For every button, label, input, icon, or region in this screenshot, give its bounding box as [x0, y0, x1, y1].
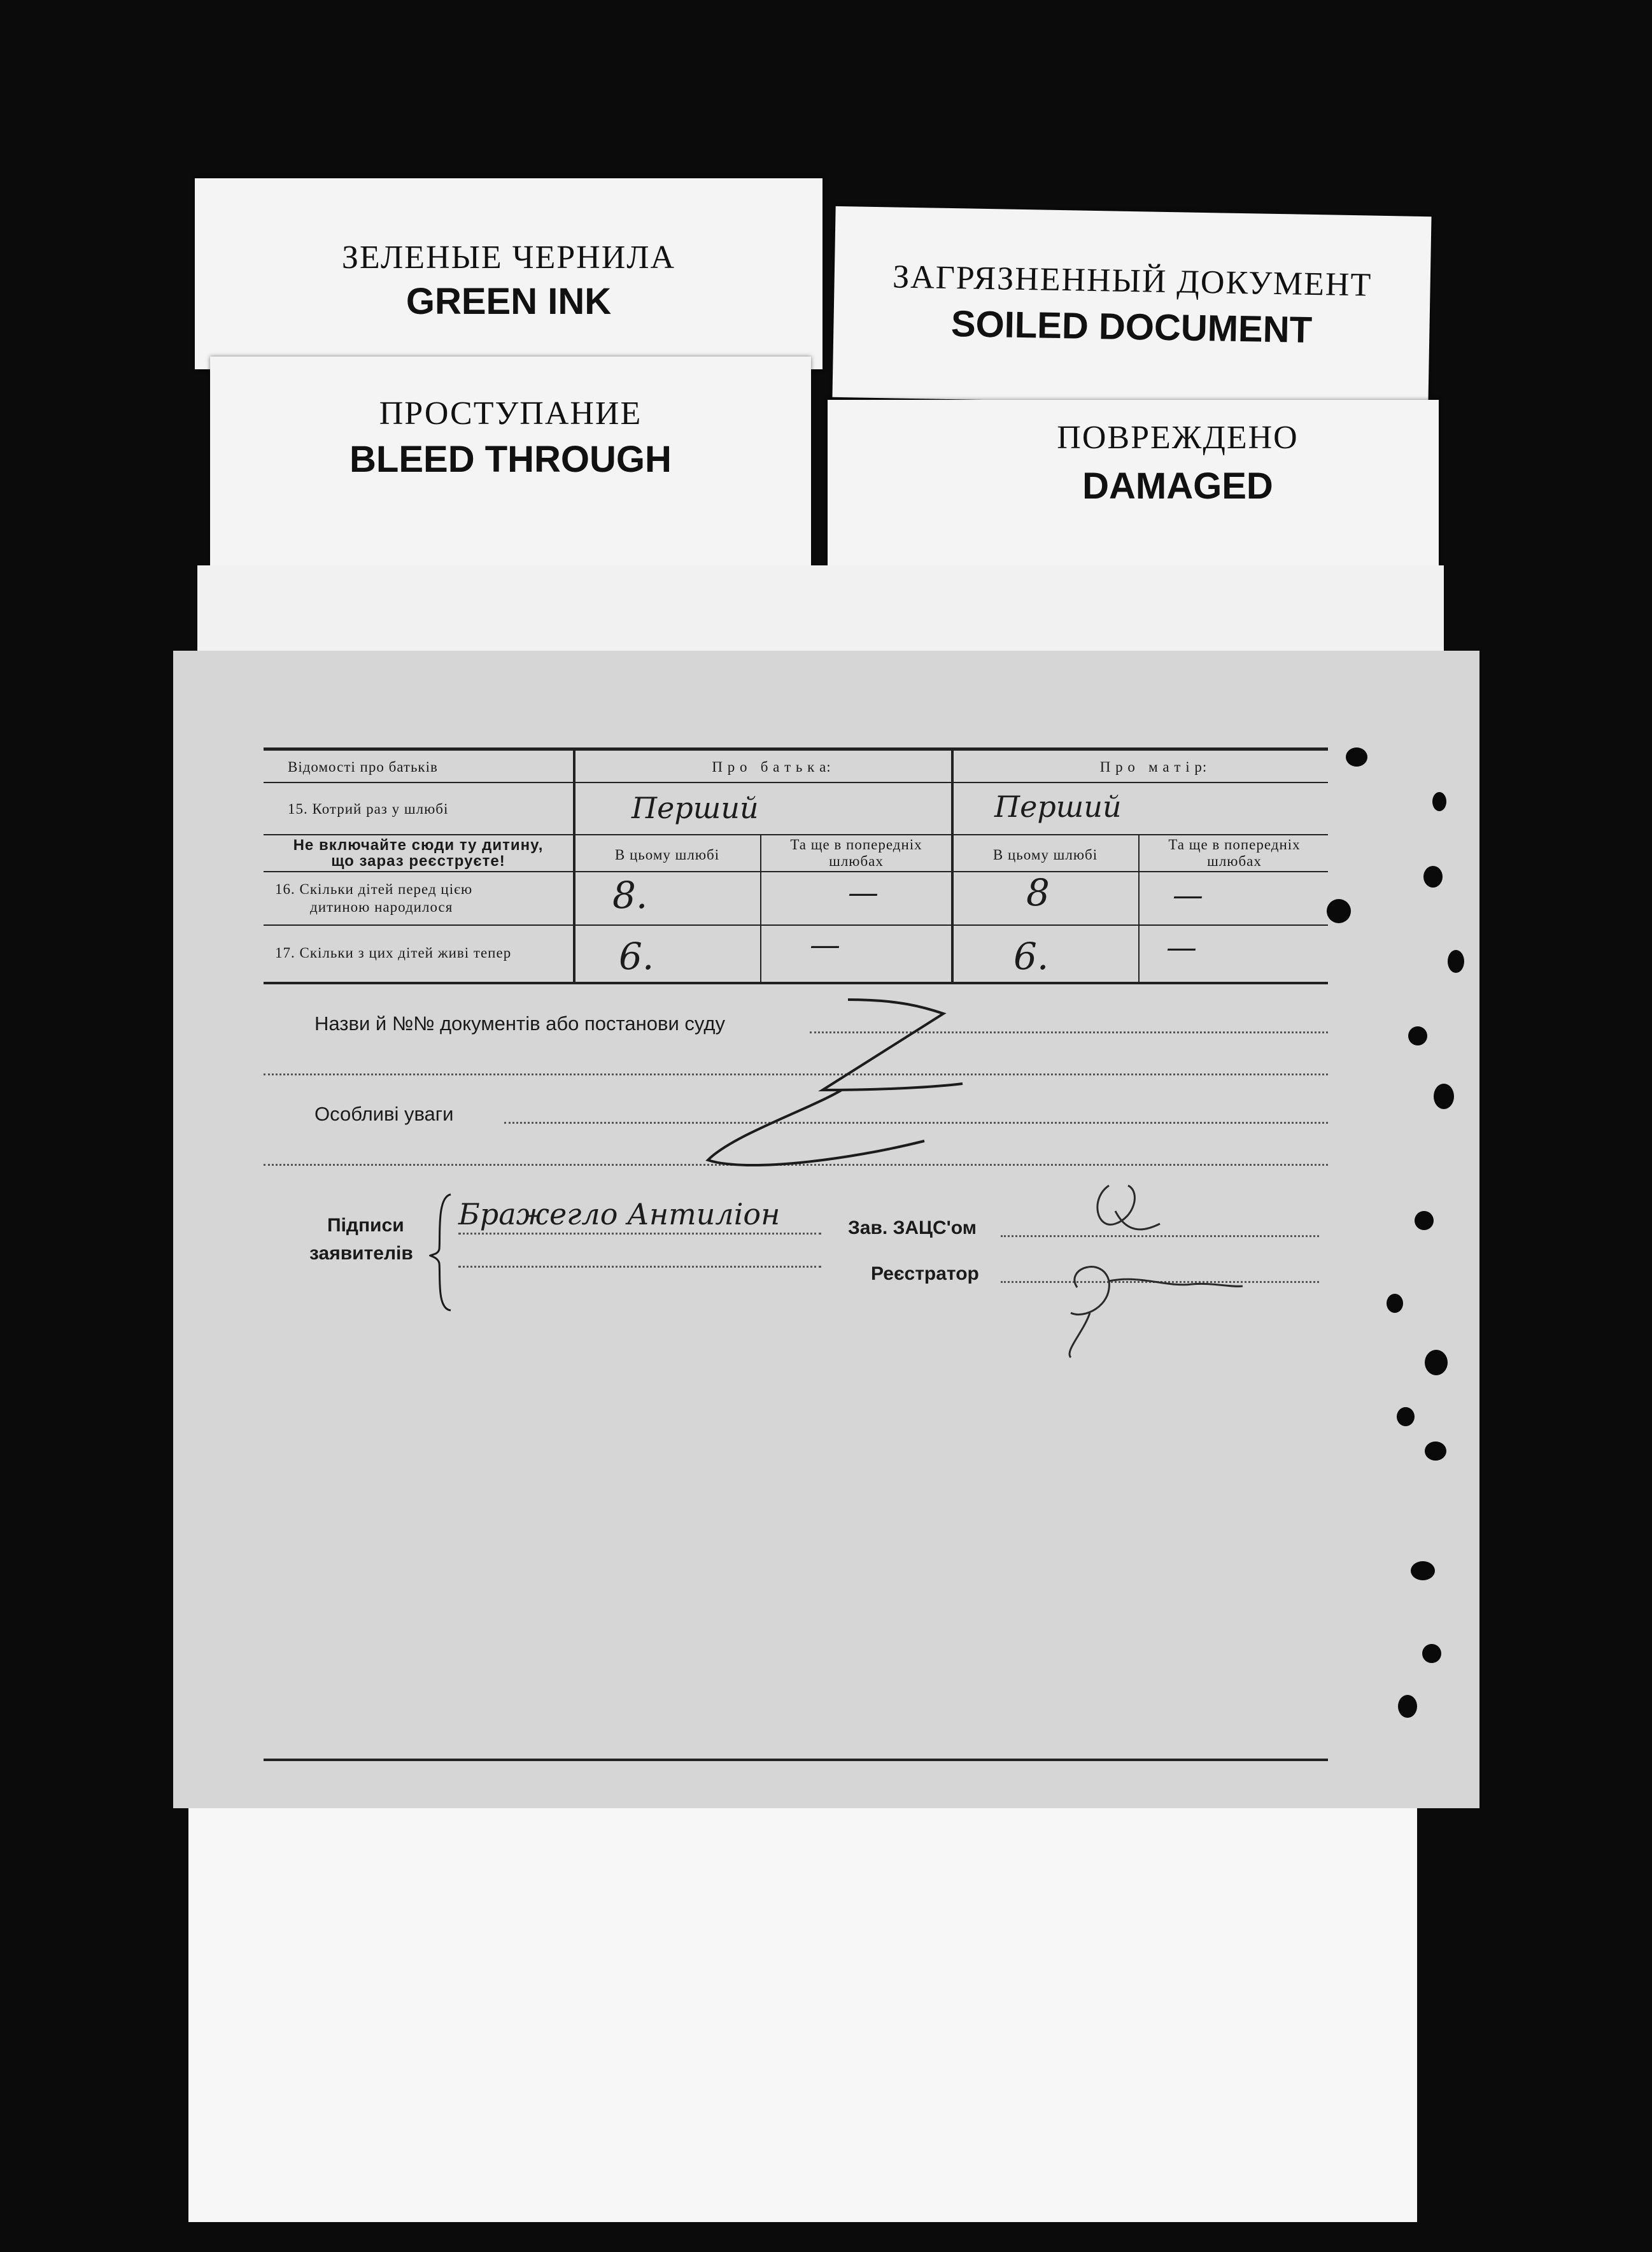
signatures-brace: [429, 1192, 455, 1313]
damage-hole: [1408, 1026, 1427, 1045]
header-about-father: П р о б а т ь к а:: [712, 759, 831, 775]
row17-mother-prev: —: [1166, 930, 1197, 965]
row16-label-line1: 16. Скільки дітей перед цією: [275, 881, 473, 897]
row15-label: 15. Котрий раз у шлюбі: [288, 801, 449, 817]
row16-father-this: 8.: [612, 874, 648, 917]
exclude-note-line2: що зараз реєструєте!: [331, 853, 505, 870]
official-signatures: [1001, 1160, 1268, 1377]
damage-hole: [1346, 747, 1367, 767]
signature-line-2: [458, 1266, 821, 1268]
applicant-signature: Бражегло Антиліон: [458, 1197, 780, 1231]
father-previous-header: Та ще в попередніх шлюбах: [790, 837, 922, 869]
row17-mother-this: 6.: [1013, 935, 1049, 978]
flag-bleed-through: [210, 357, 811, 567]
damage-hole: [1422, 1644, 1441, 1663]
backing-sheet: [188, 1795, 1417, 2222]
damage-hole: [1432, 792, 1446, 811]
row16-mother-this: 8: [1026, 871, 1050, 914]
signatures-label-line1: Підписи: [327, 1215, 404, 1236]
bottom-rule: [264, 1759, 1328, 1761]
row15-mother-value: Перший: [994, 790, 1122, 824]
exclude-note-line1: Не включайте сюди ту дитину,: [293, 837, 544, 854]
mother-this-marriage-header: В цьому шлюбі: [992, 847, 1098, 863]
damage-hole: [1423, 866, 1443, 888]
damage-hole: [1415, 1211, 1434, 1230]
row17-father-prev: —: [810, 927, 840, 963]
damage-hole: [1434, 1084, 1454, 1109]
row16-father-prev: —: [848, 875, 879, 910]
documents-label: Назви й №№ документів або постанови суду: [314, 1012, 725, 1035]
registration-form-sheet: [173, 651, 1479, 1808]
row16-label-line2: дитиною народилося: [310, 899, 453, 915]
remarks-label: Особливі уваги: [314, 1103, 454, 1125]
father-this-marriage-header: В цьому шлюбі: [614, 847, 720, 863]
damage-hole: [1448, 950, 1464, 973]
flag-ru-text: ПРОСТУПАНИЕ: [379, 395, 642, 432]
damage-hole: [1387, 1294, 1403, 1313]
flag-en-text: BLEED THROUGH: [349, 439, 672, 480]
row17-father-this: 6.: [619, 935, 654, 978]
header-about-mother: П р о м а т і р:: [1099, 759, 1208, 775]
flag-en-text: GREEN INK: [406, 281, 612, 322]
damage-hole: [1397, 1407, 1415, 1426]
header-parents-info: Відомості про батьків: [288, 759, 438, 775]
flag-ru-text: ПОВРЕЖДЕНО: [1057, 420, 1299, 456]
head-zags-label: Зав. ЗАЦС'ом: [848, 1217, 977, 1238]
damage-hole: [1398, 1695, 1417, 1718]
row17-label: 17. Скільки з цих дітей живі тепер: [275, 945, 512, 961]
signatures-label-line2: заявителів: [309, 1243, 413, 1264]
damage-hole: [1425, 1441, 1446, 1461]
damage-hole: [1327, 899, 1351, 923]
flag-soiled-document: [832, 206, 1431, 407]
flag-damaged: [828, 400, 1439, 572]
damage-hole: [1425, 1350, 1448, 1375]
registrar-label: Реєстратор: [871, 1263, 979, 1284]
row16-mother-prev: —: [1173, 877, 1203, 913]
flag-ru-text: ЗЕЛЕНЫЕ ЧЕРНИЛА: [341, 239, 676, 276]
mother-previous-header: Та ще в попередніх шлюбах: [1168, 837, 1301, 869]
signature-line-1: [458, 1233, 821, 1235]
flag-en-text: SOILED DOCUMENT: [950, 303, 1313, 351]
flag-en-text: DAMAGED: [1082, 465, 1273, 507]
damage-hole: [1411, 1561, 1435, 1580]
paper-strip: [197, 565, 1444, 655]
row15-father-value: Перший: [632, 791, 759, 825]
flag-green-ink: [195, 178, 822, 369]
flag-ru-text: ЗАГРЯЗНЕННЫЙ ДОКУМЕНТ: [892, 258, 1373, 304]
